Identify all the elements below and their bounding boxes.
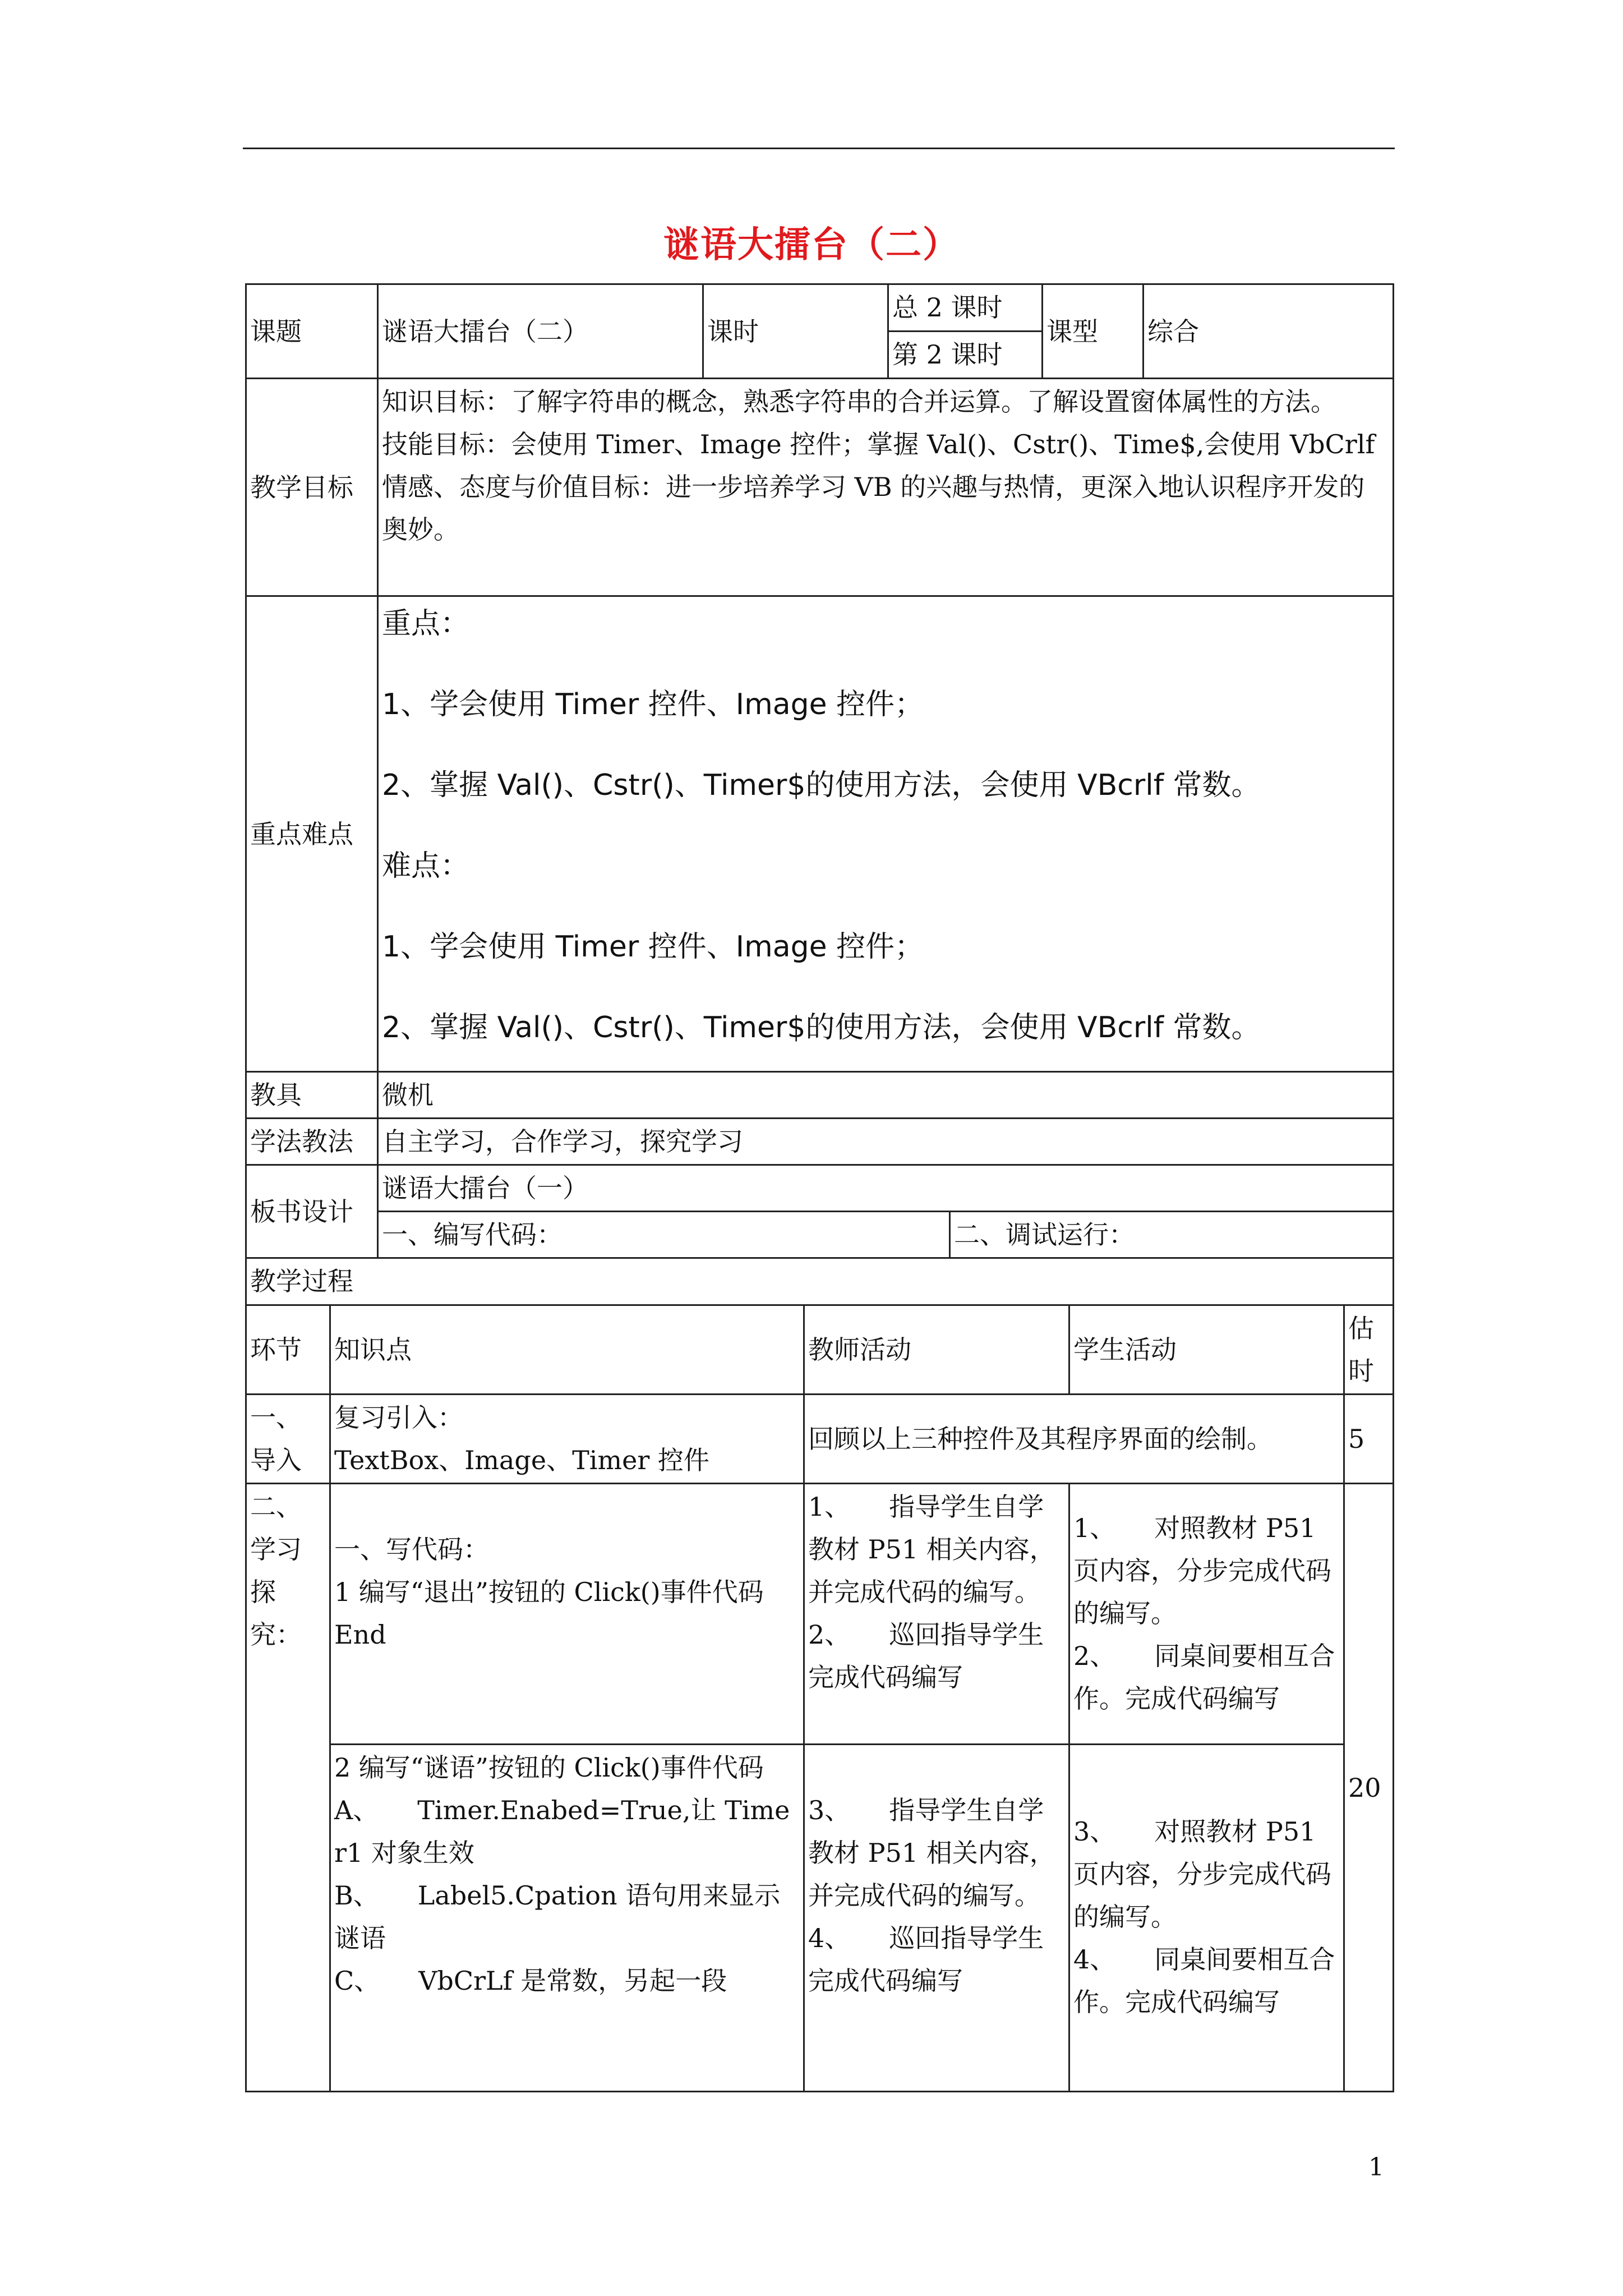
board-design-table [245,1164,1394,1306]
row2-stage: 二、学习探究： [246,1484,330,2092]
teacher-line: 2、 巡回指导学生完成代码编写 [808,1619,1044,1692]
student-line: 2、 同桌间要相互合作。完成代码编写 [1073,1641,1335,1714]
lesson-plan-sheet [245,283,1393,2092]
type-label: 课型 [1043,284,1144,379]
key-item: 2、掌握 Val()、Cstr()、Timer$的使用方法，会使用 VBcrlf 常数。 [382,769,1261,802]
student-line: 4、 同桌间要相互合作。完成代码编写 [1073,1944,1335,2017]
row1-knowledge [330,1395,804,1484]
page-number: 1 [1368,2153,1384,2182]
period-label: 课时 [703,284,888,379]
row2b-knowledge [330,1745,804,2092]
row1-teacher: 回顾以上三种控件及其程序界面的绘制。 [804,1395,1344,1484]
process-table [245,1304,1394,2092]
methods-label: 学法教法 [246,1119,378,1165]
teacher-line: 4、 巡回指导学生完成代码编写 [808,1923,1044,1996]
row2b-student [1069,1745,1344,2092]
period-current: 第 2 课时 [888,332,1043,379]
tools-label: 教具 [246,1072,378,1119]
key-item: 1、学会使用 Timer 控件、Image 控件； [382,688,924,721]
row1-stage: 一、导入 [246,1395,330,1484]
knowledge-line: 一、写代码： [334,1534,489,1565]
col-student: 学生活动 [1069,1305,1344,1395]
row2a-teacher [804,1484,1069,1745]
hard-heading: 难点： [382,849,470,883]
teacher-line: 1、 指导学生自学教材 P51 相关内容，并完成代码的编写。 [808,1492,1055,1607]
type-value: 综合 [1144,284,1394,379]
lesson-info-table [245,283,1394,1166]
hard-item: 2、掌握 Val()、Cstr()、Timer$的使用方法，会使用 VBcrlf 常数。 [382,1011,1261,1045]
key-points-label: 重点难点 [246,596,378,1072]
board-part-code: 一、编写代码： [378,1212,950,1258]
row2a-student [1069,1484,1344,1745]
objectives-content [378,379,1394,596]
knowledge-line: 2 编写“谜语”按钮的 Click()事件代码 [334,1752,764,1783]
col-teacher: 教师活动 [804,1305,1069,1395]
row2a-knowledge [330,1484,804,1745]
period-total: 总 2 课时 [888,284,1043,332]
student-line: 1、 对照教材 P51 页内容，分步完成代码的编写。 [1073,1513,1331,1628]
key-heading: 重点： [382,607,470,641]
header-rule [243,148,1395,149]
methods-value: 自主学习，合作学习，探究学习 [378,1119,1394,1165]
student-line: 3、 对照教材 P51 页内容，分步完成代码的编写。 [1073,1816,1331,1932]
teacher-line: 3、 指导学生自学教材 P51 相关内容，并完成代码的编写。 [808,1795,1055,1911]
knowledge-line: C、 VbCrLf 是常数，另起一段 [334,1966,727,1996]
col-stage: 环节 [246,1305,330,1395]
knowledge-line: B、 Label5.Cpation 语句用来显示谜语 [334,1880,781,1953]
hard-item: 1、学会使用 Timer 控件、Image 控件； [382,930,924,964]
key-points-content [378,596,1394,1072]
row1-time: 5 [1344,1395,1394,1484]
objectives-label: 教学目标 [246,379,378,596]
knowledge-line: 复习引入： [334,1402,463,1433]
col-knowledge: 知识点 [330,1305,804,1395]
knowledge-line: A、 Timer.Enabed=True,让 Timer1 对象生效 [334,1795,790,1868]
row2b-teacher [804,1745,1069,2092]
board-part-debug: 二、调试运行： [950,1212,1394,1258]
objective-knowledge: 知识目标：了解字符串的概念，熟悉字符串的合并运算。了解设置窗体属性的方法。 [382,386,1336,417]
course-label: 课题 [246,284,378,379]
board-label: 板书设计 [246,1165,378,1258]
objective-attitude: 情感、态度与价值目标：进一步培养学习 VB 的兴趣与热情，更深入地认识程序开发的奥妙。 [382,472,1365,545]
knowledge-line: TextBox、Image、Timer 控件 [334,1445,709,1475]
process-label: 教学过程 [246,1258,1394,1305]
knowledge-line: End [334,1619,386,1650]
board-title: 谜语大擂台（一） [378,1165,1394,1212]
document-title: 谜语大擂台（二） [663,224,960,266]
col-time: 估时 [1344,1305,1394,1395]
tools-value: 微机 [378,1072,1394,1119]
knowledge-line: 1 编写“退出”按钮的 Click()事件代码 [334,1577,764,1607]
objective-skill: 技能目标：会使用 Timer、Image 控件；掌握 Val()、Cstr()、Time$,会使用 VbCrlf [382,429,1375,459]
course-value: 谜语大擂台（二） [378,284,703,379]
row2-time: 20 [1344,1484,1394,2092]
